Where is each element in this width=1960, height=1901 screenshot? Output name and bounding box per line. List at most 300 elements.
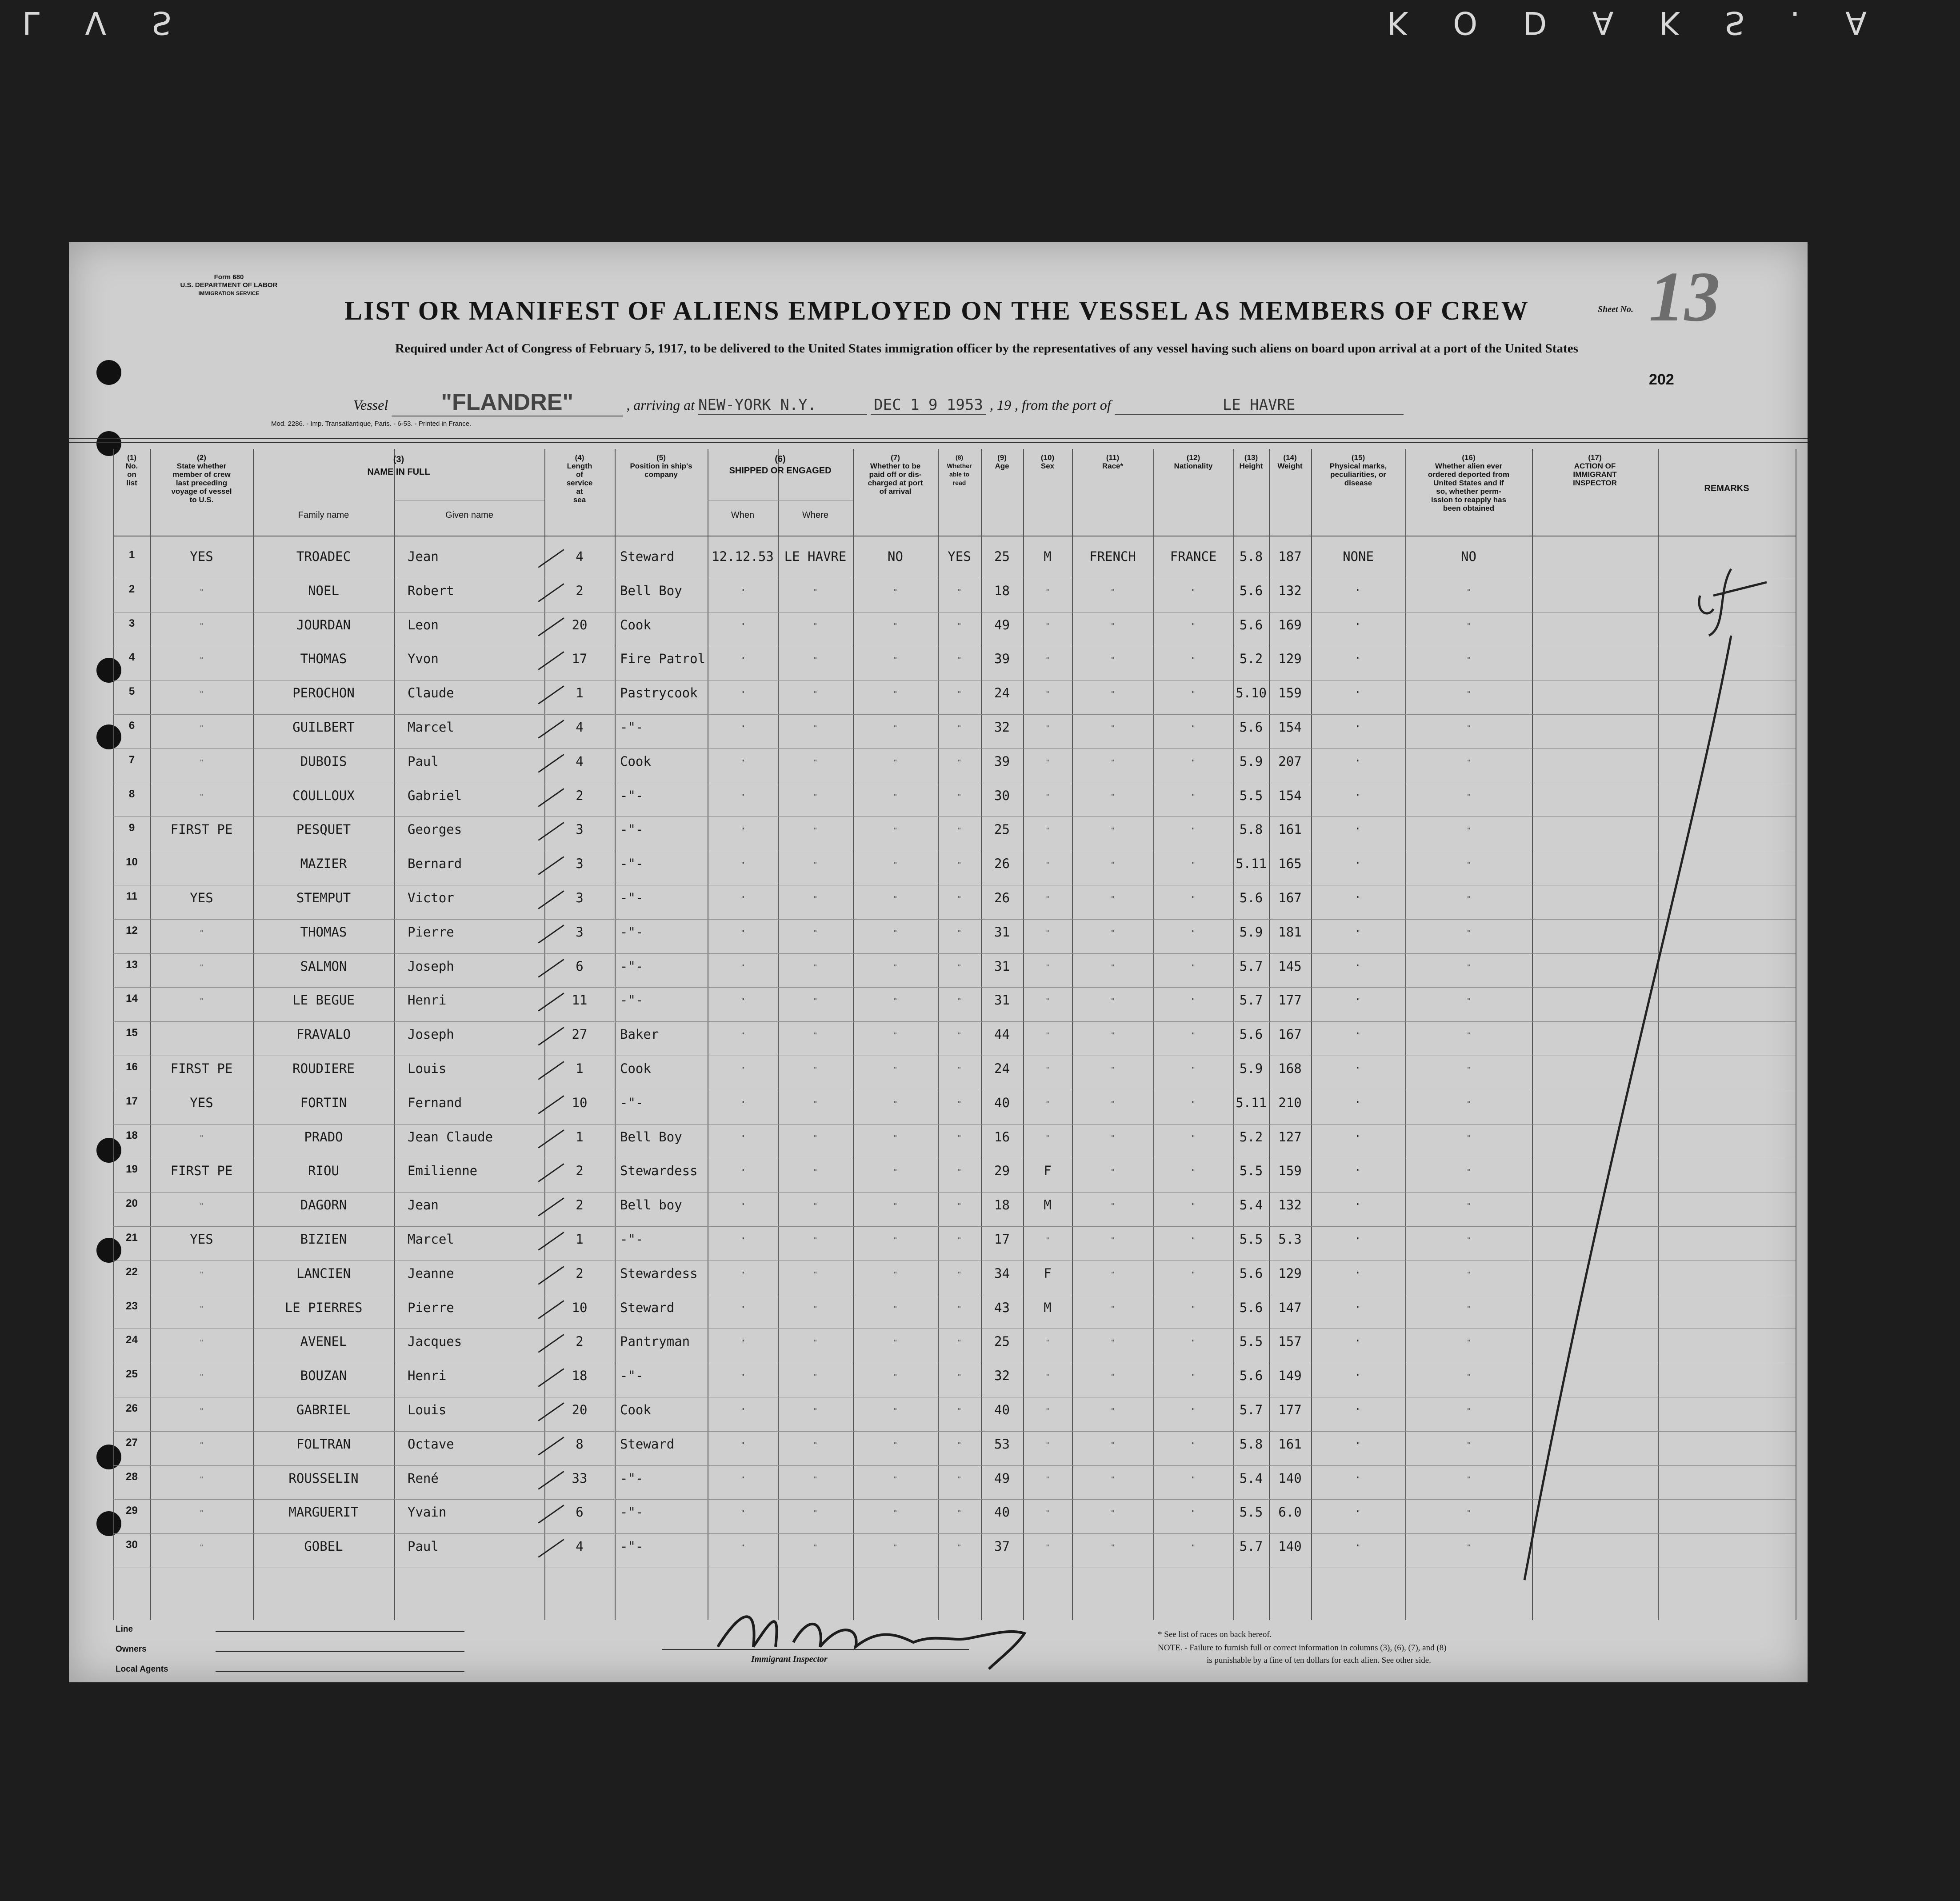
cell-prev: " <box>199 1543 204 1552</box>
vessel-line <box>353 389 1404 416</box>
cell-when: " <box>740 1475 745 1483</box>
header-deported: (16) Whether alien ever ordered deported from United States and if so, whether perm- ission to reapply has been obtained <box>1428 453 1510 512</box>
cell-sex: " <box>1045 758 1050 766</box>
cell-age: 34 <box>994 1265 1010 1281</box>
header-rule <box>69 442 1808 443</box>
cell-age: 30 <box>994 788 1010 803</box>
printer-line: Mod. 2286. - Imp. Transatlantique, Paris. - 6-53. - Printed in France. <box>271 420 472 428</box>
cell-weight: 147 <box>1278 1300 1302 1315</box>
cell-where: " <box>813 1509 818 1517</box>
fine-note-continued: is punishable by a fine of ten dollars for each alien. See other side. <box>1207 1656 1431 1665</box>
cell-weight: 129 <box>1278 1265 1302 1281</box>
cell-service: 2 <box>576 1265 584 1281</box>
cell-paid: " <box>893 1065 898 1073</box>
cell-when: " <box>740 963 745 971</box>
cell-family: GOBEL <box>304 1539 343 1554</box>
cell-paid: " <box>893 1338 898 1347</box>
cell-read: " <box>957 1270 962 1278</box>
cell-age: 40 <box>994 1402 1010 1417</box>
cell-position: Cook <box>620 1061 651 1076</box>
cell-paid: " <box>893 1475 898 1483</box>
cell-height: 5.2 <box>1239 1129 1263 1145</box>
cell-read: " <box>957 1065 962 1073</box>
cell-given: Jean <box>408 1197 439 1213</box>
cell-paid: " <box>893 860 898 869</box>
cell-weight: 157 <box>1278 1334 1302 1349</box>
owners-field <box>216 1651 464 1652</box>
cell-race: " <box>1110 1475 1115 1483</box>
cell-position: Steward <box>620 1436 675 1452</box>
cell-where: " <box>813 724 818 732</box>
cell-deported: " <box>1466 1338 1471 1347</box>
cell-prev: " <box>199 724 204 732</box>
cell-race: " <box>1110 1543 1115 1552</box>
cell-where: " <box>813 1168 818 1176</box>
cell-read: " <box>957 1168 962 1176</box>
cell-weight: 168 <box>1278 1061 1302 1076</box>
cell-no: 2 <box>128 583 135 595</box>
cell-service: 3 <box>576 924 584 940</box>
cell-position: -"- <box>620 993 644 1008</box>
cell-where: " <box>813 656 818 664</box>
cell-given: Robert <box>408 583 454 598</box>
cell-marks: " <box>1356 1168 1360 1176</box>
cell-paid: " <box>893 792 898 800</box>
cell-paid: " <box>893 1270 898 1278</box>
cell-when: " <box>740 1304 745 1313</box>
cell-race: " <box>1110 792 1115 800</box>
cell-where: " <box>813 690 818 698</box>
cell-age: 39 <box>994 753 1010 769</box>
cell-deported: " <box>1466 758 1471 766</box>
cell-read: " <box>957 928 962 937</box>
cell-height: 5.7 <box>1239 1539 1263 1554</box>
cell-position: -"- <box>620 856 644 872</box>
cell-age: 25 <box>994 822 1010 837</box>
cell-service: 33 <box>572 1470 588 1486</box>
page-title: LIST OR MANIFEST OF ALIENS EMPLOYED ON THE VESSEL AS MEMBERS OF CREW <box>344 296 1529 325</box>
cell-race: " <box>1110 1031 1115 1040</box>
cell-read: " <box>957 1475 962 1483</box>
cell-sex: " <box>1045 621 1050 630</box>
cell-nat: " <box>1191 1133 1196 1142</box>
cell-prev: YES <box>190 549 213 564</box>
cell-when: " <box>740 758 745 766</box>
cell-where: " <box>813 1031 818 1040</box>
cell-paid: " <box>893 1441 898 1449</box>
cell-prev: " <box>199 587 204 596</box>
cell-given: Joseph <box>408 958 454 974</box>
cell-height: 5.5 <box>1239 1334 1263 1349</box>
cell-deported: " <box>1466 656 1471 664</box>
cell-deported: " <box>1466 1236 1471 1244</box>
cell-weight: 145 <box>1278 958 1302 974</box>
cell-read: " <box>957 1373 962 1381</box>
cell-no: 6 <box>128 720 135 732</box>
cell-paid: " <box>893 1133 898 1142</box>
cell-service: 8 <box>576 1436 584 1452</box>
cell-height: 5.6 <box>1239 1265 1263 1281</box>
cell-deported: " <box>1466 826 1471 835</box>
cell-position: -"- <box>620 788 644 803</box>
cell-position: -"- <box>620 1232 644 1247</box>
cell-age: 26 <box>994 856 1010 872</box>
cell-prev: YES <box>190 1095 213 1110</box>
cell-height: 5.6 <box>1239 1300 1263 1315</box>
fine-note: NOTE. - Failure to furnish full or correct information in columns (3), (6), (7), and (8) <box>1158 1643 1447 1653</box>
header-height: (13) Height <box>1239 453 1263 470</box>
cell-given: Yvon <box>408 651 439 667</box>
cell-where: " <box>813 895 818 903</box>
cell-marks: " <box>1356 1236 1360 1244</box>
cell-race: " <box>1110 1304 1115 1313</box>
cell-deported: NO <box>1461 549 1476 564</box>
cell-when: " <box>740 895 745 903</box>
cell-paid: " <box>893 928 898 937</box>
cell-age: 31 <box>994 993 1010 1008</box>
cell-deported: " <box>1466 1065 1471 1073</box>
cell-no: 28 <box>126 1470 138 1483</box>
form-number: Form 680 <box>214 273 244 281</box>
cell-where: " <box>813 1202 818 1210</box>
cell-sex: " <box>1045 587 1050 596</box>
cell-position: Cook <box>620 617 651 632</box>
cell-height: 5.5 <box>1239 1163 1263 1179</box>
cell-family: ROUDIERE <box>292 1061 355 1076</box>
header-race: (11) Race* <box>1102 453 1124 470</box>
cell-when: " <box>740 1543 745 1552</box>
cell-given: Paul <box>408 753 439 769</box>
cell-age: 32 <box>994 720 1010 735</box>
cell-sex: " <box>1045 1543 1050 1552</box>
cell-race: " <box>1110 1168 1115 1176</box>
punch-hole <box>96 360 121 385</box>
cell-age: 29 <box>994 1163 1010 1179</box>
cell-race: " <box>1110 621 1115 630</box>
cell-nat: " <box>1191 1475 1196 1483</box>
cell-sex: " <box>1045 1236 1050 1244</box>
cell-paid: " <box>893 1099 898 1108</box>
cell-marks: " <box>1356 1475 1360 1483</box>
cell-sex: " <box>1045 1065 1050 1073</box>
cell-when: " <box>740 690 745 698</box>
header-where: Where <box>802 510 828 520</box>
cell-sex: M <box>1044 1300 1052 1315</box>
cell-where: LE HAVRE <box>784 549 847 564</box>
cell-no: 25 <box>126 1368 138 1381</box>
cell-deported: " <box>1466 860 1471 869</box>
cell-height: 5.4 <box>1239 1197 1263 1213</box>
cell-age: 16 <box>994 1129 1010 1145</box>
cell-weight: 169 <box>1278 617 1302 632</box>
cell-given: Victor <box>408 890 454 905</box>
cell-paid: " <box>893 1373 898 1381</box>
cell-deported: " <box>1466 1407 1471 1415</box>
cell-marks: " <box>1356 792 1360 800</box>
cell-age: 31 <box>994 958 1010 974</box>
header-name-in-full: (3) NAME IN FULL <box>367 455 430 477</box>
cell-position: Cook <box>620 753 651 769</box>
cell-given: Marcel <box>408 1232 454 1247</box>
cell-service: 1 <box>576 1232 584 1247</box>
cell-family: SALMON <box>300 958 347 974</box>
cell-family: LANCIEN <box>296 1265 351 1281</box>
cell-paid: " <box>893 895 898 903</box>
cell-marks: " <box>1356 1304 1360 1313</box>
cell-race: " <box>1110 1441 1115 1449</box>
cell-nat: " <box>1191 1065 1196 1073</box>
cell-height: 5.5 <box>1239 788 1263 803</box>
cell-nat: " <box>1191 1509 1196 1517</box>
cell-service: 3 <box>576 856 584 872</box>
cell-position: Steward <box>620 549 675 564</box>
cell-where: " <box>813 1441 818 1449</box>
cell-prev: " <box>199 792 204 800</box>
cell-family: COULLOUX <box>292 788 355 803</box>
cell-race: " <box>1110 1338 1115 1347</box>
cell-deported: " <box>1466 1509 1471 1517</box>
cell-read: " <box>957 1133 962 1142</box>
cell-read: " <box>957 1441 962 1449</box>
cell-age: 53 <box>994 1436 1010 1452</box>
cell-family: DAGORN <box>300 1197 347 1213</box>
header-nationality: (12) Nationality <box>1174 453 1213 470</box>
local-agents-label: Local Agents <box>116 1665 168 1674</box>
cell-position: -"- <box>620 924 644 940</box>
cell-sex: " <box>1045 997 1050 1005</box>
cell-age: 18 <box>994 583 1010 598</box>
cell-deported: " <box>1466 792 1471 800</box>
cell-where: " <box>813 1543 818 1552</box>
vessel-name: "FLANDRE" <box>392 389 623 416</box>
cell-height: 5.8 <box>1239 1436 1263 1452</box>
cell-when: " <box>740 928 745 937</box>
cell-height: 5.7 <box>1239 958 1263 974</box>
cell-marks: " <box>1356 656 1360 664</box>
cell-height: 5.9 <box>1239 924 1263 940</box>
cell-nat: " <box>1191 1373 1196 1381</box>
cell-family: GABRIEL <box>296 1402 351 1417</box>
cell-race: " <box>1110 963 1115 971</box>
cell-height: 5.6 <box>1239 1027 1263 1042</box>
cell-paid: " <box>893 1202 898 1210</box>
cell-paid: " <box>893 997 898 1005</box>
cell-paid: " <box>893 656 898 664</box>
cell-family: PEROCHON <box>292 685 355 701</box>
cell-family: ROUSSELIN <box>288 1470 359 1486</box>
cell-family: THOMAS <box>300 651 347 667</box>
cell-prev: " <box>199 1441 204 1449</box>
cell-service: 2 <box>576 583 584 598</box>
cell-sex: " <box>1045 1509 1050 1517</box>
cell-no: 12 <box>126 924 138 936</box>
cell-when: " <box>740 587 745 596</box>
cell-no: 14 <box>126 993 138 1005</box>
cell-sex: " <box>1045 1441 1050 1449</box>
cell-height: 5.9 <box>1239 1061 1263 1076</box>
cell-marks: " <box>1356 1338 1360 1347</box>
cell-given: Henri <box>408 993 447 1008</box>
inspector-label: Immigrant Inspector <box>751 1654 828 1664</box>
cell-given: Yvain <box>408 1505 447 1520</box>
cell-sex: M <box>1044 549 1052 564</box>
cell-when: " <box>740 1407 745 1415</box>
crew-table <box>113 449 1796 1620</box>
cell-nat: " <box>1191 1099 1196 1108</box>
cell-race: " <box>1110 826 1115 835</box>
cell-marks: " <box>1356 1407 1360 1415</box>
cell-marks: " <box>1356 826 1360 835</box>
cell-deported: " <box>1466 1373 1471 1381</box>
cell-marks: " <box>1356 1509 1360 1517</box>
cell-no: 23 <box>126 1300 138 1312</box>
cell-sex: " <box>1045 860 1050 869</box>
cell-prev: " <box>199 1270 204 1278</box>
cell-race: " <box>1110 1373 1115 1381</box>
cell-prev: " <box>199 690 204 698</box>
races-note: * See list of races on back hereof. <box>1158 1630 1272 1639</box>
header-weight: (14) Weight <box>1277 453 1303 470</box>
cell-paid: " <box>893 690 898 698</box>
cell-paid: " <box>893 1304 898 1313</box>
cell-weight: 140 <box>1278 1470 1302 1486</box>
cell-given: Jean Claude <box>408 1129 493 1145</box>
cell-race: " <box>1110 758 1115 766</box>
cell-paid: NO <box>888 549 903 564</box>
cell-deported: " <box>1466 997 1471 1005</box>
cell-race: " <box>1110 1509 1115 1517</box>
cell-weight: 159 <box>1278 1163 1302 1179</box>
cell-service: 6 <box>576 958 584 974</box>
cell-prev: " <box>199 621 204 630</box>
cell-family: LE BEGUE <box>292 993 355 1008</box>
cell-given: René <box>408 1470 439 1486</box>
cell-when: " <box>740 997 745 1005</box>
cell-age: 32 <box>994 1368 1010 1384</box>
cell-weight: 132 <box>1278 583 1302 598</box>
header-previous-voyage: (2) State whether member of crew last preceding voyage of vessel to U.S. <box>171 453 232 504</box>
cell-weight: 210 <box>1278 1095 1302 1110</box>
cell-sex: " <box>1045 690 1050 698</box>
cell-marks: " <box>1356 758 1360 766</box>
cell-position: Bell Boy <box>620 1129 682 1145</box>
cell-position: Bell boy <box>620 1197 682 1213</box>
cell-nat: " <box>1191 1168 1196 1176</box>
cell-family: MARGUERIT <box>288 1505 359 1520</box>
cell-position: Pastrycook <box>620 685 698 701</box>
cell-when: " <box>740 621 745 630</box>
cell-position: Stewardess <box>620 1163 698 1179</box>
cell-prev: " <box>199 1373 204 1381</box>
cell-nat: FRANCE <box>1170 549 1217 564</box>
cell-height: 5.11 <box>1236 1095 1267 1110</box>
cell-height: 5.10 <box>1236 685 1267 701</box>
cell-weight: 165 <box>1278 856 1302 872</box>
cell-no: 8 <box>128 788 135 800</box>
cell-read: " <box>957 621 962 630</box>
cell-family: LE PIERRES <box>284 1300 363 1315</box>
cell-nat: " <box>1191 1543 1196 1552</box>
cell-weight: 129 <box>1278 651 1302 667</box>
cell-age: 44 <box>994 1027 1010 1042</box>
cell-service: 3 <box>576 890 584 905</box>
cell-marks: " <box>1356 1031 1360 1040</box>
cell-service: 20 <box>572 1402 588 1417</box>
cell-prev: YES <box>190 1232 213 1247</box>
cell-age: 43 <box>994 1300 1010 1315</box>
cell-no: 15 <box>126 1027 138 1039</box>
cell-weight: 167 <box>1278 890 1302 905</box>
cell-no: 4 <box>128 651 135 664</box>
cell-nat: " <box>1191 1202 1196 1210</box>
cell-position: Baker <box>620 1027 659 1042</box>
cell-service: 2 <box>576 788 584 803</box>
cell-read: " <box>957 758 962 766</box>
cell-where: " <box>813 1099 818 1108</box>
cell-when: " <box>740 1373 745 1381</box>
header-given-name: Given name <box>445 510 493 520</box>
form-identifier <box>162 273 296 297</box>
cell-service: 1 <box>576 1129 584 1145</box>
cell-read: " <box>957 1509 962 1517</box>
header-physical-marks: (15) Physical marks, peculiarities, or disease <box>1329 453 1387 487</box>
cell-family: AVENEL <box>300 1334 347 1349</box>
cell-when: " <box>740 1441 745 1449</box>
cell-prev: " <box>199 1304 204 1313</box>
owners-label: Owners <box>116 1645 147 1654</box>
cell-position: Fire Patrol <box>620 651 706 667</box>
cell-age: 31 <box>994 924 1010 940</box>
cell-when: " <box>740 1338 745 1347</box>
header-length-of-service: (4) Length of service at sea <box>566 453 593 504</box>
cell-nat: " <box>1191 1304 1196 1313</box>
cell-deported: " <box>1466 1441 1471 1449</box>
form-department: U.S. DEPARTMENT OF LABOR <box>180 281 278 289</box>
cell-service: 18 <box>572 1368 588 1384</box>
cell-where: " <box>813 587 818 596</box>
cell-where: " <box>813 792 818 800</box>
cell-family: GUILBERT <box>292 720 355 735</box>
cell-age: 40 <box>994 1095 1010 1110</box>
cell-service: 1 <box>576 685 584 701</box>
cell-nat: " <box>1191 963 1196 971</box>
cell-given: Gabriel <box>408 788 462 803</box>
cell-age: 18 <box>994 1197 1010 1213</box>
cell-where: " <box>813 1270 818 1278</box>
cell-when: " <box>740 1202 745 1210</box>
cell-paid: " <box>893 758 898 766</box>
cell-no: 11 <box>126 890 138 902</box>
cell-height: 5.4 <box>1239 1470 1263 1486</box>
cell-deported: " <box>1466 1099 1471 1108</box>
cell-weight: 132 <box>1278 1197 1302 1213</box>
cell-race: " <box>1110 1202 1115 1210</box>
cell-given: Bernard <box>408 856 462 872</box>
cell-no: 13 <box>126 958 138 971</box>
line-field <box>216 1631 464 1632</box>
cell-paid: " <box>893 1543 898 1552</box>
header-age: (9) Age <box>995 453 1009 470</box>
cell-paid: " <box>893 621 898 630</box>
cell-sex: " <box>1045 1133 1050 1142</box>
cell-given: Jean <box>408 549 439 564</box>
cell-age: 26 <box>994 890 1010 905</box>
cell-deported: " <box>1466 621 1471 630</box>
cell-race: " <box>1110 895 1115 903</box>
cell-deported: " <box>1466 724 1471 732</box>
header-paid-off: (7) Whether to be paid off or dis- charged at port of arrival <box>868 453 923 496</box>
cell-position: Steward <box>620 1300 675 1315</box>
